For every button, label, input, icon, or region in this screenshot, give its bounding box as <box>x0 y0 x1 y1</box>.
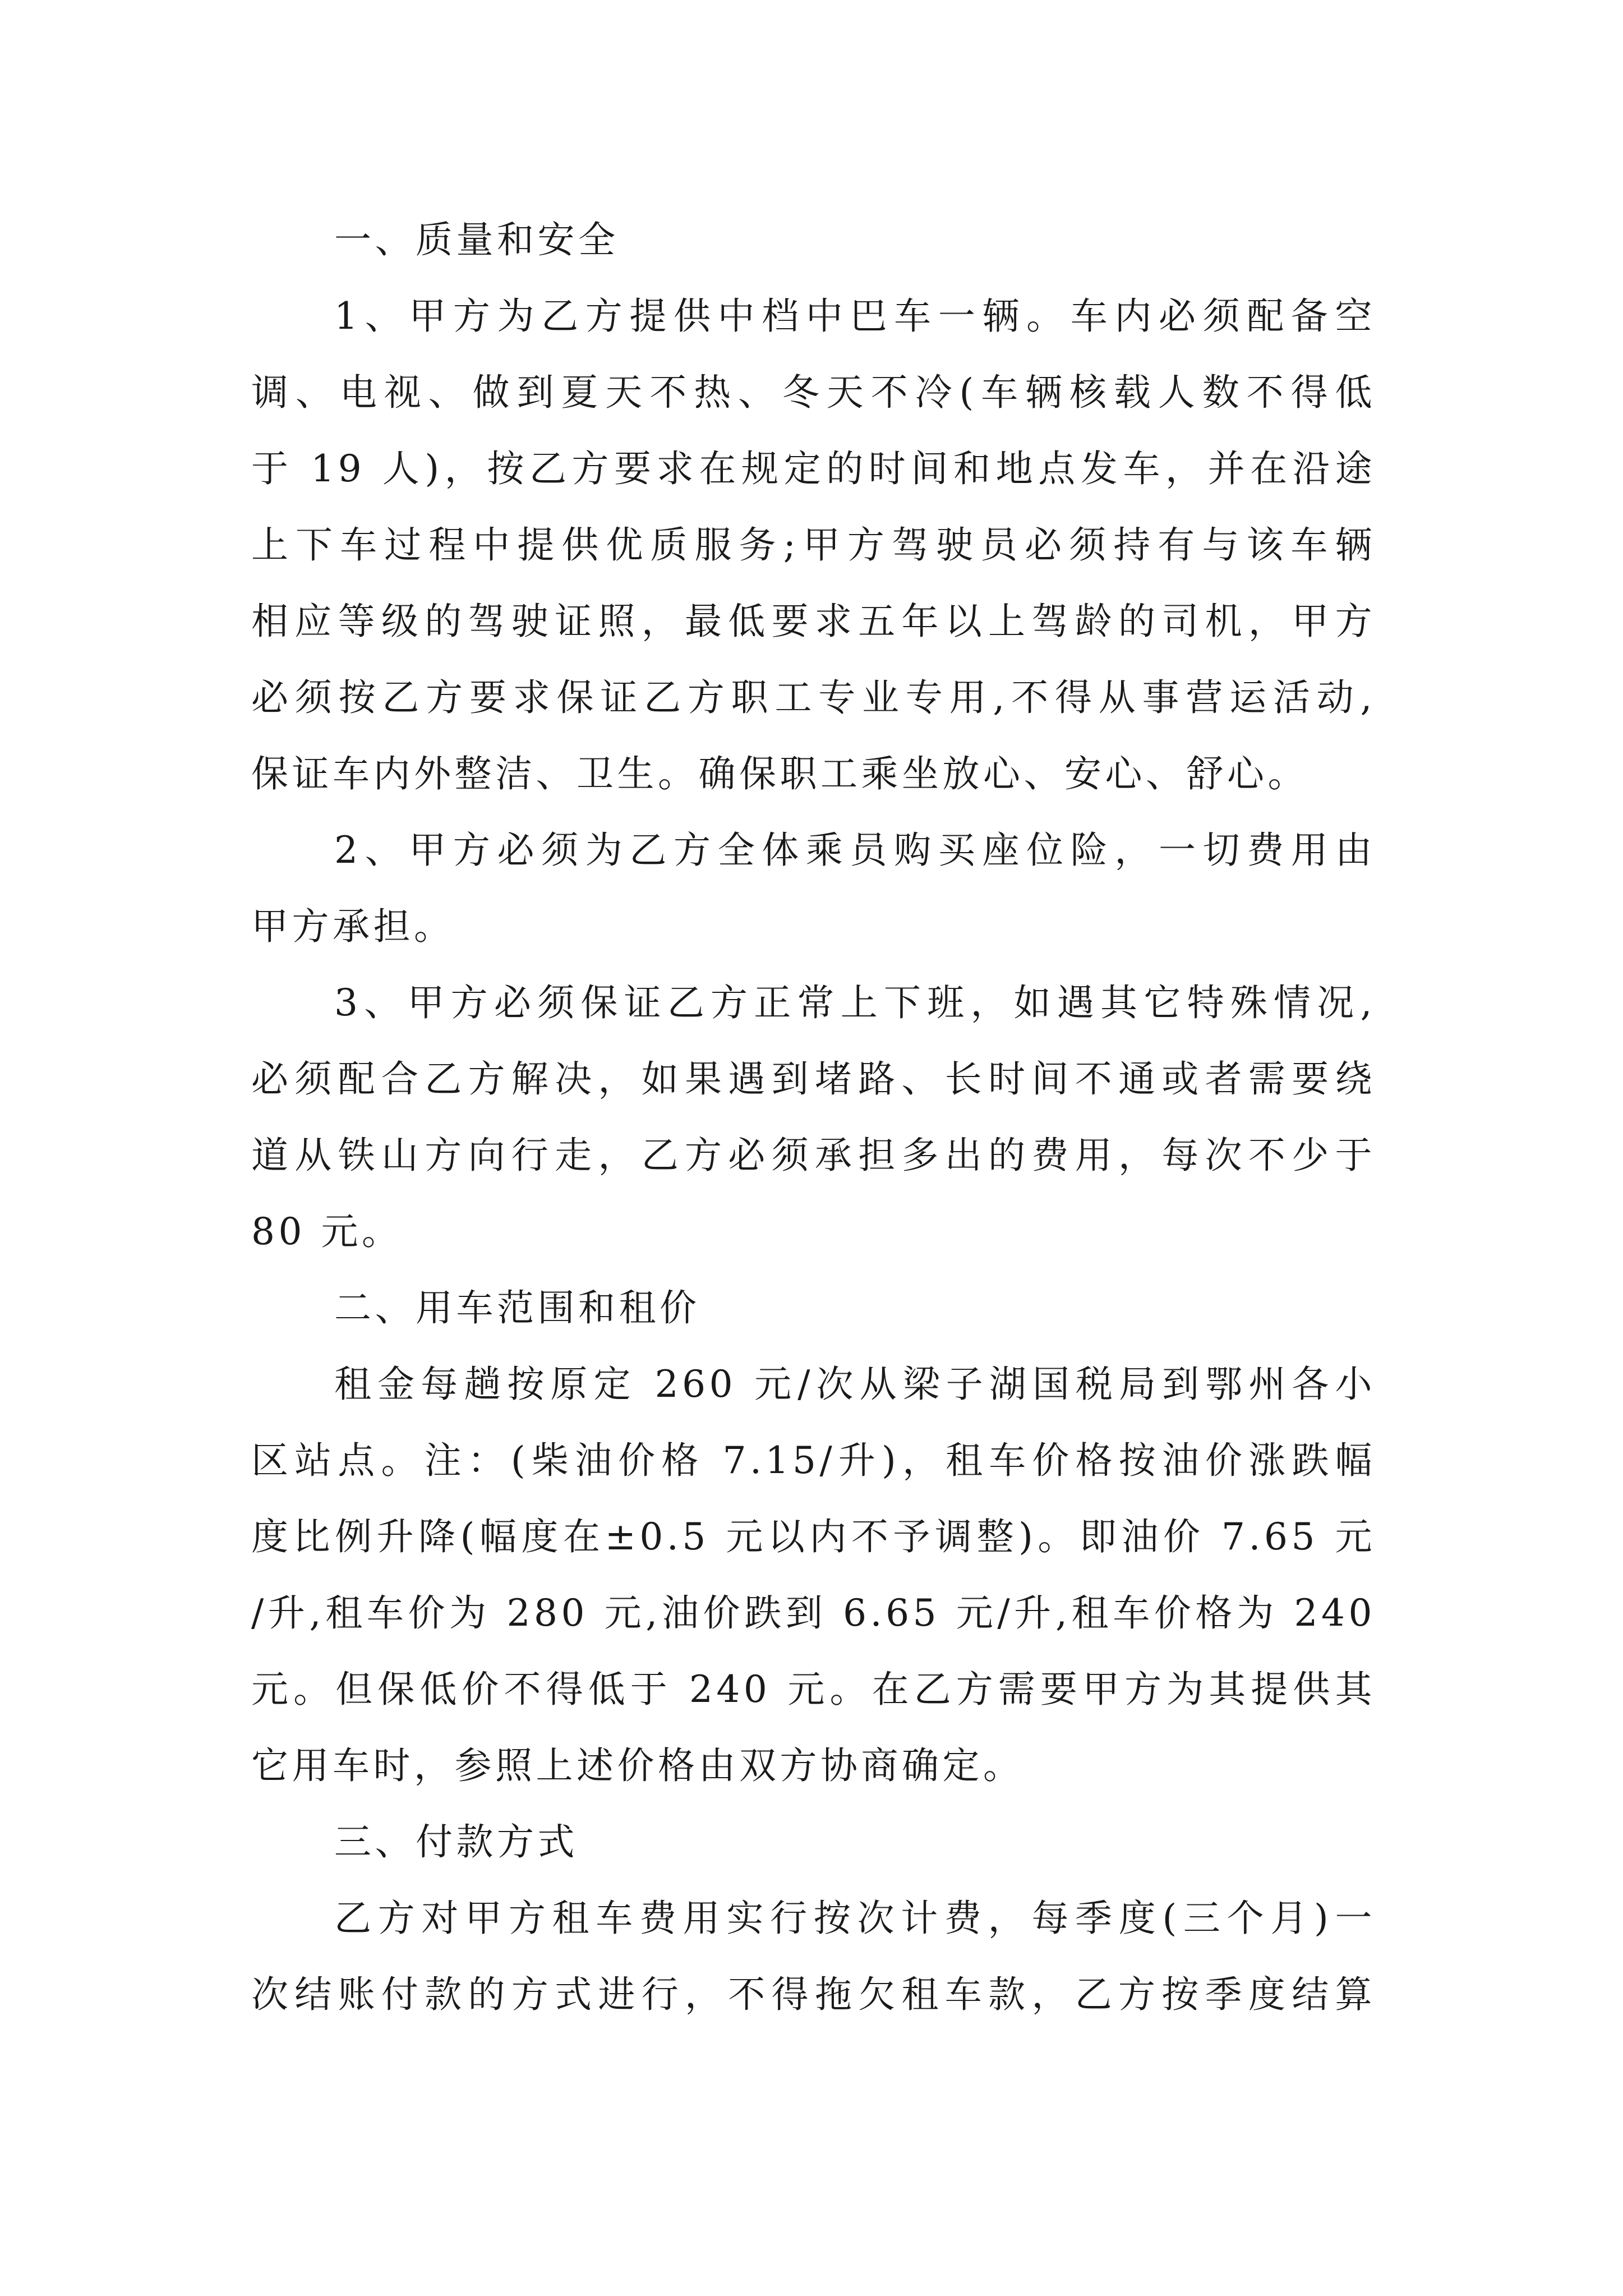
section-heading-scope-price: 二、用车范围和租价 <box>334 1286 700 1329</box>
paragraph-line: 乙方对甲方租车费用实行按次计费，每季度(三个月)一 <box>334 1897 1376 1940</box>
section-heading-quality-safety: 一、质量和安全 <box>334 218 619 261</box>
paragraph-line: 1、甲方为乙方提供中档中巴车一辆。车内必须配备空 <box>334 295 1376 338</box>
paragraph-line: 必须配合乙方解决，如果遇到堵路、长时间不通或者需要绕 <box>251 1057 1376 1101</box>
paragraph-line: 道从铁山方向行走，乙方必须承担多出的费用，每次不少于 <box>251 1134 1376 1177</box>
paragraph-line: 元。但保低价不得低于 240 元。在乙方需要甲方为其提供其 <box>251 1668 1376 1711</box>
paragraph-line: 上下车过程中提供优质服务;甲方驾驶员必须持有与该车辆 <box>251 523 1376 567</box>
document-body <box>251 202 1376 2033</box>
paragraph-line: 相应等级的驾驶证照，最低要求五年以上驾龄的司机，甲方 <box>251 600 1376 643</box>
paragraph-line: 甲方承担。 <box>251 905 455 948</box>
paragraph-line: 它用车时，参照上述价格由双方协商确定。 <box>251 1744 1024 1787</box>
paragraph-line: 2、甲方必须为乙方全体乘员购买座位险，一切费用由 <box>334 829 1376 872</box>
paragraph-line: 区站点。注：(柴油价格 7.15/升)，租车价格按油价涨跌幅 <box>251 1439 1376 1482</box>
paragraph-line: 3、甲方必须保证乙方正常上下班，如遇其它特殊情况, <box>334 981 1376 1024</box>
paragraph-line: 80 元。 <box>251 1210 403 1253</box>
paragraph-line: 于 19 人)，按乙方要求在规定的时间和地点发车，并在沿途 <box>251 447 1376 490</box>
section-heading-payment: 三、付款方式 <box>334 1820 578 1864</box>
paragraph-line: 次结账付款的方式进行，不得拖欠租车款，乙方按季度结算 <box>251 1973 1376 2016</box>
paragraph-line: 必须按乙方要求保证乙方职工专业专用,不得从事营运活动, <box>251 676 1376 719</box>
paragraph-line: 租金每趟按原定 260 元/次从梁子湖国税局到鄂州各小 <box>334 1363 1376 1406</box>
paragraph-line: 调、电视、做到夏天不热、冬天不冷(车辆核载人数不得低 <box>251 371 1376 414</box>
paragraph-line: /升,租车价为 280 元,油价跌到 6.65 元/升,租车价格为 240 <box>251 1591 1376 1635</box>
paragraph-line: 度比例升降(幅度在±0.5 元以内不予调整)。即油价 7.65 元 <box>251 1515 1376 1558</box>
paragraph-line: 保证车内外整洁、卫生。确保职工乘坐放心、安心、舒心。 <box>251 752 1308 795</box>
